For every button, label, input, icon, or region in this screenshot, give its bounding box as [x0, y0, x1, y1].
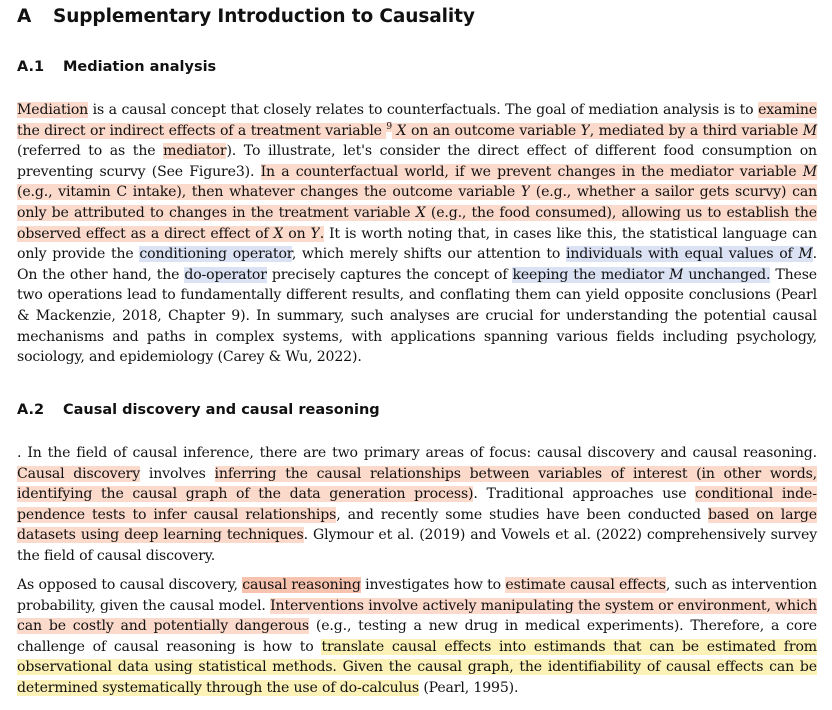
subsection-number: A.1	[17, 59, 45, 75]
mediation-paragraph	[17, 100, 817, 368]
causal-reasoning-paragraph	[17, 575, 817, 699]
highlighted-text: (e.g., the food consumed), allowing us to establish the observed effect as a direct effect of	[17, 204, 817, 242]
highlighted-text: Causal discovery	[17, 465, 141, 482]
highlighted-text: based on large datasets using deep learning techniques	[17, 506, 817, 544]
highlighted-text: Y	[580, 122, 590, 139]
highlighted-text: conditioning operator	[139, 246, 292, 263]
highlighted-text: conditional independence tests to infer causal relationships	[17, 486, 818, 523]
text-run: . On the other hand, the	[17, 246, 817, 283]
text-run: is a causal concept that closely relates to counterfactuals. The goal of mediation analysis is to	[88, 102, 759, 118]
highlighted-text: (e.g., whether a sailor gets scurvy) can only be attributed to changes in the treatment variable	[17, 184, 817, 221]
highlighted-text: individuals with equal values of	[566, 246, 799, 263]
text-run: (referred to as the	[17, 143, 164, 160]
highlighted-text: unchanged.	[683, 266, 771, 283]
section-title-text: Supplementary Introduction to Causality	[53, 6, 475, 27]
highlighted-text: X	[273, 225, 284, 242]
text-run: (Pearl, 1995).	[418, 679, 519, 696]
text-run: ). To illustrate, let's consider the direct effect of different food consumption on preventing scurvy (See Figure3).	[17, 143, 817, 180]
subsection-title-text: Mediation analysis	[63, 59, 217, 75]
text-run: , such as intervention probability, given the causal model.	[17, 577, 817, 614]
text-run: . Glymour et al. (2019) and Vowels et al. (2022) comprehensively survey the field of causal discovery.	[17, 527, 818, 564]
highlighted-text: .	[319, 225, 325, 242]
subsection-title-text: Causal discovery and causal reasoning	[63, 402, 380, 418]
highlighted-text: estimate causal effects	[505, 577, 666, 593]
highlighted-text: on an outcome variable	[406, 122, 581, 139]
text-run: investigates how to	[360, 577, 506, 593]
highlighted-text: M	[802, 122, 817, 139]
text-run: It is worth noting that, in cases like this, the statistical language can only provide the	[17, 225, 817, 263]
highlighted-text: In a counterfactual world, if we prevent changes in the mediator variable	[260, 163, 803, 180]
text-run: , and recently some studies have been conducted	[336, 506, 709, 523]
highlighted-text: X	[392, 122, 407, 139]
highlighted-text: examine the direct or indirect effects of a treatment variable	[17, 102, 817, 139]
causal-discovery-paragraph	[17, 443, 817, 567]
text-run: . Traditional approaches use	[473, 486, 696, 503]
text-run: As opposed to causal discovery,	[17, 577, 243, 593]
highlighted-text: causal reasoning	[242, 577, 361, 593]
highlighted-text: do-operator	[184, 266, 267, 283]
highlighted-text: X	[415, 204, 426, 221]
text-run: precisely captures the concept of	[266, 266, 513, 283]
highlighted-text: M	[798, 246, 813, 263]
section-heading	[17, 6, 475, 27]
text-run: . In the field of causal inference, there are two primary areas of focus: causal discovery and causal reasoning.	[17, 445, 817, 461]
text-run: , which merely shifts our attention to	[291, 246, 567, 263]
highlighted-text: keeping the mediator	[512, 266, 670, 283]
subsection-number: A.2	[17, 402, 45, 418]
highlighted-text: mediator	[163, 143, 227, 160]
section-number: A	[17, 6, 32, 27]
highlighted-text: (e.g., vitamin C intake), then whatever changes the outcome variable	[17, 184, 521, 201]
highlighted-text: Y	[520, 184, 530, 201]
subsection-heading-a2	[17, 402, 380, 418]
highlighted-text: M	[669, 266, 684, 283]
text-run: These two operations lead to fundamentally different results, and conflating them can yield opposite conclusions (Pearl & Mackenzie, 2018, Chapter 9). In summary, such analyses are crucial for understanding the potential causal mechanisms and paths in complex systems, with applications spanning various fields including psychology, sociology, and epidemiology (Carey & Wu, 2022).	[17, 266, 817, 366]
subsection-heading-a1	[17, 59, 216, 75]
text-run: (e.g., testing a new drug in medical experiments). Therefore, a core challenge of causal reasoning is how to	[17, 618, 817, 655]
highlighted-text: translate causal effects into estimands that can be estimated from observational data using statistical methods. Given the causal graph, the identifiability of causal effects can be determined systematically through the use of do-calculus	[17, 638, 817, 696]
highlighted-text: M	[802, 163, 817, 180]
highlighted-text: Y	[310, 225, 320, 242]
highlighted-text: Interventions involve actively manipulating the system or environment, which can be costly and potentially dangerous	[17, 597, 817, 635]
highlighted-text: inferring the causal relationships between variables of interest (in other words, identifying the causal graph of the data generation process)	[17, 465, 817, 503]
text-run: involves	[140, 465, 215, 482]
highlighted-text: 9	[386, 121, 392, 132]
highlighted-text: on	[283, 225, 311, 242]
highlighted-text: , mediated by a third variable	[589, 122, 803, 139]
highlighted-text: Mediation	[17, 102, 89, 118]
